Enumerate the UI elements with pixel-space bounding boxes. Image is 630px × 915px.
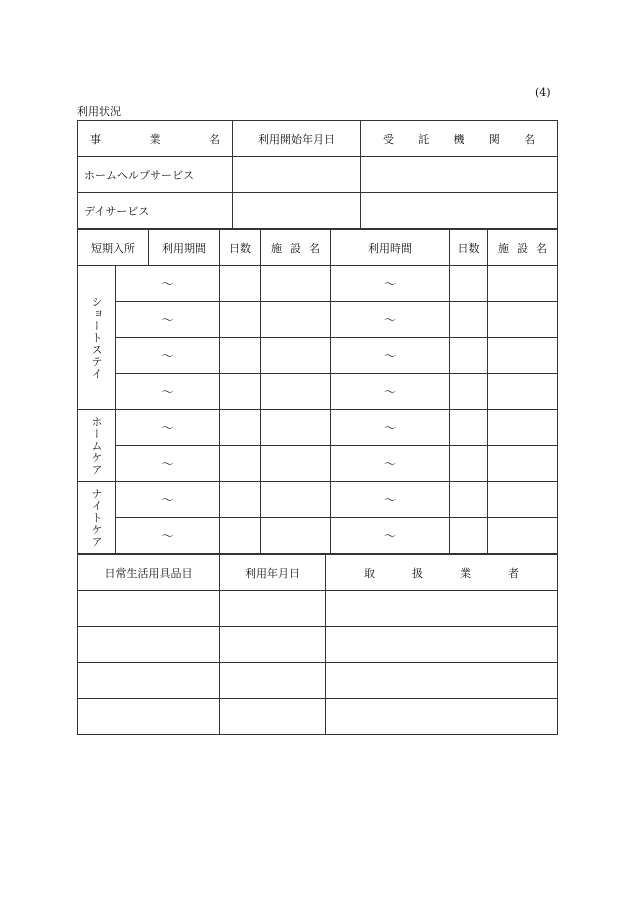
days-cell[interactable] (450, 374, 488, 410)
table-row (78, 266, 558, 302)
use-date-cell[interactable] (220, 627, 326, 663)
header-use-date: 利用年月日 (220, 555, 326, 591)
days-cell[interactable] (220, 338, 261, 374)
daily-goods-table (77, 554, 558, 735)
header-item: 日常生活用具品目 (78, 555, 220, 591)
short-stay-header-row (78, 230, 558, 266)
group-label-home-care: ホームケア (78, 410, 116, 482)
days-cell[interactable] (220, 482, 261, 518)
header-time: 利用時間 (331, 230, 450, 266)
services-header-row (78, 121, 558, 157)
period-cell[interactable]: ～ (116, 518, 220, 554)
table-row (78, 193, 558, 229)
facility-cell[interactable] (488, 410, 558, 446)
facility-cell[interactable] (261, 374, 331, 410)
use-date-cell[interactable] (220, 699, 326, 735)
days-cell[interactable] (450, 410, 488, 446)
facility-cell[interactable] (488, 446, 558, 482)
vendor-cell[interactable] (326, 627, 558, 663)
vendor-cell[interactable] (326, 663, 558, 699)
table-row (78, 374, 558, 410)
start-date-cell[interactable] (233, 157, 361, 193)
time-cell[interactable]: ～ (331, 374, 450, 410)
header-provider: 受 託 機 関 名 (361, 121, 558, 157)
period-cell[interactable]: ～ (116, 482, 220, 518)
period-cell[interactable]: ～ (116, 266, 220, 302)
header-short-stay: 短期入所 (78, 230, 149, 266)
service-name-cell: ホームヘルプサービス (78, 157, 233, 193)
header-facility: 施 設 名 (261, 230, 331, 266)
facility-cell[interactable] (261, 302, 331, 338)
table-row (78, 663, 558, 699)
table-row (78, 518, 558, 554)
service-name-cell: デイサービス (78, 193, 233, 229)
item-cell[interactable] (78, 663, 220, 699)
days-cell[interactable] (450, 266, 488, 302)
facility-cell[interactable] (261, 266, 331, 302)
page-number: (4) (535, 86, 551, 99)
table-row (78, 627, 558, 663)
time-cell[interactable]: ～ (331, 410, 450, 446)
time-cell[interactable]: ～ (331, 518, 450, 554)
time-cell[interactable]: ～ (331, 446, 450, 482)
group-label-short-stay: ショートステイ (78, 266, 116, 410)
start-date-cell[interactable] (233, 193, 361, 229)
period-cell[interactable]: ～ (116, 410, 220, 446)
table-row (78, 699, 558, 735)
table-row (78, 157, 558, 193)
table-row (78, 446, 558, 482)
header-vendor: 取 扱 業 者 (326, 555, 558, 591)
short-stay-table (77, 229, 558, 554)
table-row (78, 302, 558, 338)
header-days: 日数 (220, 230, 261, 266)
header-days-2: 日数 (450, 230, 488, 266)
period-cell[interactable]: ～ (116, 446, 220, 482)
header-period: 利用期間 (149, 230, 220, 266)
facility-cell[interactable] (488, 338, 558, 374)
header-facility-2: 施 設 名 (488, 230, 558, 266)
item-cell[interactable] (78, 699, 220, 735)
facility-cell[interactable] (261, 518, 331, 554)
use-date-cell[interactable] (220, 663, 326, 699)
days-cell[interactable] (450, 338, 488, 374)
days-cell[interactable] (220, 302, 261, 338)
vendor-cell[interactable] (326, 591, 558, 627)
days-cell[interactable] (220, 446, 261, 482)
group-label-night-care: ナイトケア (78, 482, 116, 554)
provider-cell[interactable] (361, 193, 558, 229)
provider-cell[interactable] (361, 157, 558, 193)
days-cell[interactable] (450, 446, 488, 482)
header-service-name: 事 業 名 (78, 121, 233, 157)
table-row (78, 482, 558, 518)
table-row (78, 338, 558, 374)
facility-cell[interactable] (488, 518, 558, 554)
daily-goods-header-row (78, 555, 558, 591)
header-start-date: 利用開始年月日 (233, 121, 361, 157)
facility-cell[interactable] (488, 374, 558, 410)
facility-cell[interactable] (261, 410, 331, 446)
item-cell[interactable] (78, 591, 220, 627)
facility-cell[interactable] (261, 482, 331, 518)
time-cell[interactable]: ～ (331, 338, 450, 374)
days-cell[interactable] (220, 410, 261, 446)
item-cell[interactable] (78, 627, 220, 663)
period-cell[interactable]: ～ (116, 302, 220, 338)
time-cell[interactable]: ～ (331, 302, 450, 338)
table-row (78, 410, 558, 446)
services-table (77, 120, 558, 229)
days-cell[interactable] (220, 266, 261, 302)
facility-cell[interactable] (488, 482, 558, 518)
facility-cell[interactable] (261, 446, 331, 482)
days-cell[interactable] (450, 482, 488, 518)
use-date-cell[interactable] (220, 591, 326, 627)
days-cell[interactable] (220, 374, 261, 410)
time-cell[interactable]: ～ (331, 482, 450, 518)
facility-cell[interactable] (261, 338, 331, 374)
vendor-cell[interactable] (326, 699, 558, 735)
section-title: 利用状況 (77, 105, 121, 118)
days-cell[interactable] (450, 518, 488, 554)
time-cell[interactable]: ～ (331, 266, 450, 302)
period-cell[interactable]: ～ (116, 374, 220, 410)
days-cell[interactable] (450, 302, 488, 338)
period-cell[interactable]: ～ (116, 338, 220, 374)
table-row (78, 591, 558, 627)
days-cell[interactable] (220, 518, 261, 554)
facility-cell[interactable] (488, 266, 558, 302)
facility-cell[interactable] (488, 302, 558, 338)
